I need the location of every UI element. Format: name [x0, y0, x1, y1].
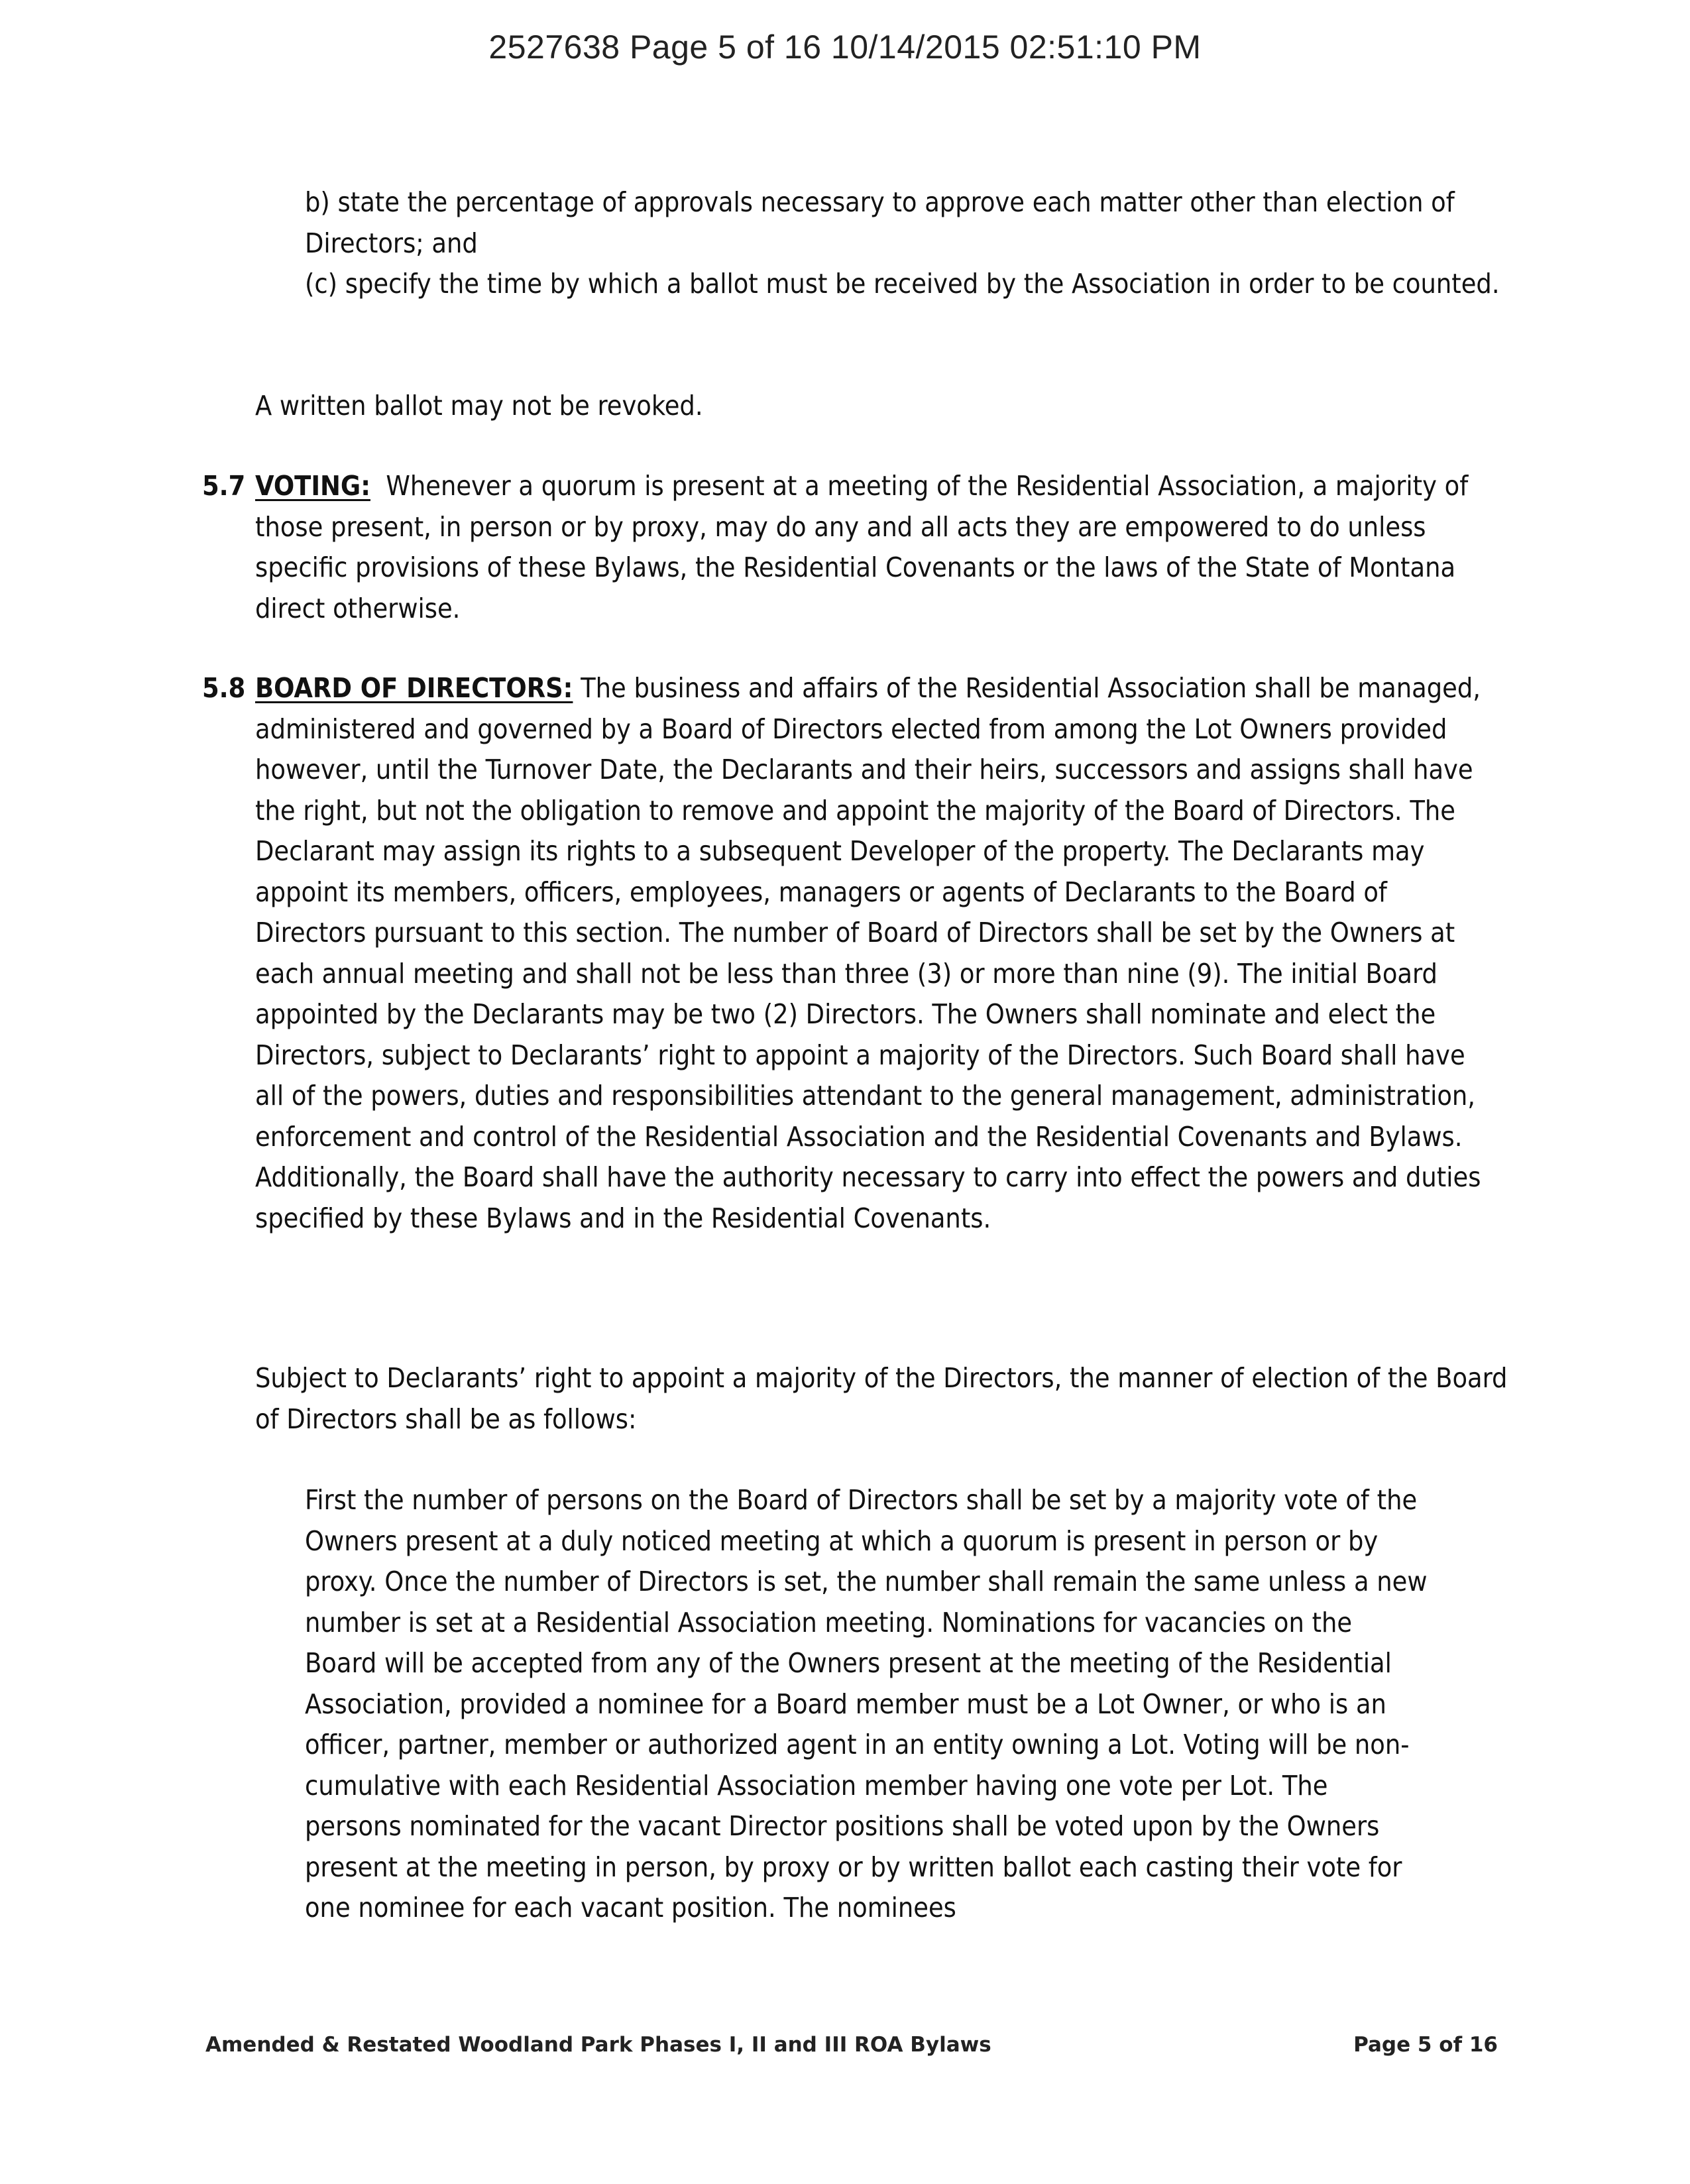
section-heading: BOARD OF DIRECTORS:	[255, 672, 573, 704]
section-text: The business and affairs of the Residential Association shall be managed, administered and governed by a Board of Directors elected from among the Lot Owners provided however, until the Turnover Date, the Declarants and their heirs, successors and assigns shall have the right, but not the obligation to remove and appoint the majority of the Board of Directors. The Declarant may assign its rights to a subsequent Developer of the property. The Declarants may appoint its members, officers, employees, managers or agents of Declarants to the Board of Directors pursuant to this section. The number of Board of Directors shall be set by the Owners at each annual meeting and shall not be less than three (3) or more than nine (9). The initial Board appointed by the Declarants may be two (2) Directors. The Owners shall nominate and elect the Directors, subject to Declarants’ right to appoint a majority of the Directors. Such Board shall have all of the powers, duties and responsibilities attendant to the general management, administration, enforcement and control of the Residential Association and the Residential Covenants and Bylaws. Additionally, the Board shall have the authority necessary to carry into effect the powers and duties specified by these Bylaws and in the Residential Covenants.	[255, 672, 1481, 1234]
written-ballot-statement: A written ballot may not be revoked.	[255, 390, 703, 422]
footer-document-title: Amended & Restated Woodland Park Phases I, II and III ROA Bylaws	[205, 2033, 991, 2057]
list-item: b) state the percentage of approvals necessary to approve each matter other than election of Directors; and	[305, 186, 1455, 259]
list-item: (c) specify the time by which a ballot must be received by the Association in order to be counted.	[305, 268, 1500, 300]
section-heading: VOTING:	[255, 470, 370, 502]
recording-stamp: 2527638 Page 5 of 16 10/14/2015 02:51:10 PM	[488, 29, 1202, 66]
section-number: 5.7	[202, 470, 246, 502]
section-number: 5.8	[202, 672, 246, 704]
section-5-7-voting	[202, 466, 1501, 629]
section-text: Whenever a quorum is present at a meeting of the Residential Association, a majority of those present, in person or by proxy, may do any and all acts they are empowered to do unless specific provisions of these Bylaws, the Residential Covenants or the laws of the State of Montana direct otherwise.	[255, 470, 1469, 624]
election-procedure-paragraph: First the number of persons on the Board of Directors shall be set by a majority vote of the Owners present at a duly noticed meeting at which a quorum is present in person or by proxy. Once the number of Directors is set, the number shall remain the same unless a new number is set at a Residential Association meeting. Nominations for vacancies on the Board will be accepted from any of the Owners present at the meeting of the Residential Association, provided a nominee for a Board member must be a Lot Owner, or who is an officer, partner, member or authorized agent in an entity owning a Lot. Voting will be non-cumulative with each Residential Association member having one vote per Lot. The persons nominated for the vacant Director positions shall be voted upon by the Owners present at the meeting in person, by proxy or by written ballot each casting their vote for one nominee for each vacant position. The nominees	[305, 1484, 1428, 1924]
ballot-requirements-list	[305, 182, 1524, 305]
section-5-8-board-of-directors	[202, 668, 1501, 1239]
election-manner-paragraph: Subject to Declarants’ right to appoint a majority of the Directors, the manner of election of the Board of Directors shall be as follows:	[255, 1362, 1508, 1435]
footer-page-number: Page 5 of 16	[1353, 2033, 1498, 2057]
section-body	[255, 466, 1501, 629]
section-body	[255, 668, 1501, 1239]
